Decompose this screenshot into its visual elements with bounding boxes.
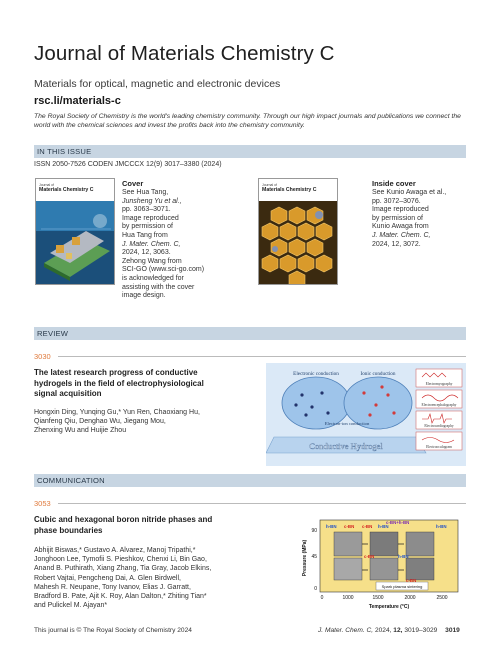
- cover-thumbnail[interactable]: [35, 178, 115, 285]
- footer-page-number: 3019: [445, 627, 460, 634]
- cover-artwork: [36, 201, 115, 285]
- cover-label: Cover: [122, 179, 144, 188]
- section-bar-in-this-issue: [34, 145, 466, 158]
- section-bar-communication: [34, 474, 466, 487]
- section-label: COMMUNICATION: [37, 476, 105, 485]
- phase-label: c-BN: [364, 554, 375, 559]
- x-axis-label: Temperature (°C): [368, 604, 410, 610]
- app-label: Electrooculogram: [426, 445, 452, 449]
- center-label: Electron-ion conduction: [324, 421, 370, 426]
- section-label: IN THIS ISSUE: [37, 147, 92, 156]
- x-tick: 2000: [404, 595, 416, 601]
- y-tick: 90: [311, 528, 317, 534]
- phase-label: h-BN: [378, 524, 389, 529]
- y-axis-label: Pressure (MPa): [302, 539, 308, 577]
- inside-cover-thumbnail[interactable]: [258, 178, 338, 285]
- right-label: Ionic conduction: [360, 371, 396, 377]
- phase-label: h-BN: [398, 554, 409, 559]
- communication-page-number[interactable]: 3053: [34, 499, 51, 508]
- base-label: Conductive Hydrogel: [309, 441, 383, 451]
- y-tick: 0: [314, 586, 317, 592]
- divider: [58, 503, 466, 504]
- section-bar-review: [34, 327, 466, 340]
- cover-journal-name: Materials Chemistry C: [39, 187, 94, 193]
- y-tick: 45: [311, 554, 317, 560]
- x-tick: 1000: [342, 595, 354, 601]
- phase-label: c-BN: [362, 524, 373, 529]
- cover-journal-of: Journal of: [39, 183, 54, 187]
- inside-cover-artwork: [259, 201, 338, 285]
- x-tick: 0: [320, 595, 324, 601]
- section-label: REVIEW: [37, 329, 69, 338]
- review-graphical-abstract[interactable]: [266, 363, 466, 466]
- inside-cover-description: See Kunio Awaga et al., pp. 3072–3076. Image reproduced by permission of Kunio Awaga from J. Mater. Chem. C, 2024, 12, 3072.: [372, 189, 447, 248]
- x-tick: 1500: [372, 595, 384, 601]
- footer-copyright: This journal is © The Royal Society of Chemistry 2024: [34, 627, 192, 634]
- phase-label: h-BN: [326, 524, 337, 529]
- phase-label: c-BN: [344, 524, 355, 529]
- inside-cover-label: Inside cover: [372, 179, 416, 188]
- x-tick: 2500: [436, 595, 448, 601]
- cover-description: See Hua Tang, Junsheng Yu et al., pp. 3063–3071. Image reproduced by permission of Hua Tang from J. Mater. Chem. C, 2024, 12, 3063. Zehong Wang from SCI-GO (www.sci-go.com) is acknowledged for assisting with the cover image design.: [122, 189, 205, 300]
- review-page-number[interactable]: 3030: [34, 352, 51, 361]
- journal-subtitle: Materials for optical, magnetic and electronic devices: [34, 78, 281, 90]
- app-label: Electrocardiography: [424, 424, 454, 428]
- divider: [58, 356, 466, 357]
- inside-cover-journal-of: Journal of: [262, 183, 277, 187]
- phase-label: h-BN: [436, 524, 447, 529]
- review-authors: Hongxin Ding, Yunqing Gu,* Yun Ren, Chaoxiang Hu, Qianfeng Qiu, Denghao Wu, Jiegang Mou, Zhenxing Wu and Huijie Zhou: [34, 409, 200, 435]
- footer-citation: J. Mater. Chem. C, 2024, 12, 3019–3029 3019: [318, 627, 460, 634]
- communication-title[interactable]: Cubic and hexagonal boron nitride phases and phase boundaries: [34, 515, 213, 535]
- communication-authors: Abhijit Biswas,* Gustavo A. Alvarez, Manoj Tripathi,* Jonghoon Lee, Tymofii S. Pieshkov, Chenxi Li, Bin Gao, Anand B. Puthirath, Xiang Zhang, Tia Gray, Jacob Elkins, Robert Vajtai, Pengcheng Dai, A. Glen Birdwell, Mahesh R. Neupane, Tony Ivanov, Elias J. Garratt, Bradford B. Pate, Ajit K. Roy, Alan Dalton,* Zhiting Tian* and Pulickel M. Ajayan*: [34, 547, 212, 610]
- phase-label: c-BN: [406, 578, 417, 583]
- left-label: Electronic conduction: [293, 371, 339, 377]
- phase-label: c-BN+h-BN: [386, 520, 410, 525]
- figure-caption: Spark plasma sintering: [381, 584, 423, 589]
- inside-cover-journal-name: Materials Chemistry C: [262, 187, 317, 193]
- journal-title: Journal of Materials Chemistry C: [34, 42, 335, 65]
- journal-url[interactable]: rsc.li/materials-c: [34, 95, 121, 107]
- communication-graphical-abstract[interactable]: [300, 518, 466, 612]
- rsc-statement: The Royal Society of Chemistry is the world's leading chemistry community. Through our high impact journals and publications we connect the world with the chemical sciences and invest the profits back into the chemistry community.: [34, 113, 461, 129]
- app-label: Electromyography: [425, 382, 453, 386]
- issn-line: ISSN 2050-7526 CODEN JMCCCX 12(9) 3017–3380 (2024): [34, 161, 222, 168]
- review-title[interactable]: The latest research progress of conductive hydrogels in the field of electrophysiological signal acquisition: [34, 368, 204, 398]
- app-label: Electroencephalography: [421, 403, 457, 407]
